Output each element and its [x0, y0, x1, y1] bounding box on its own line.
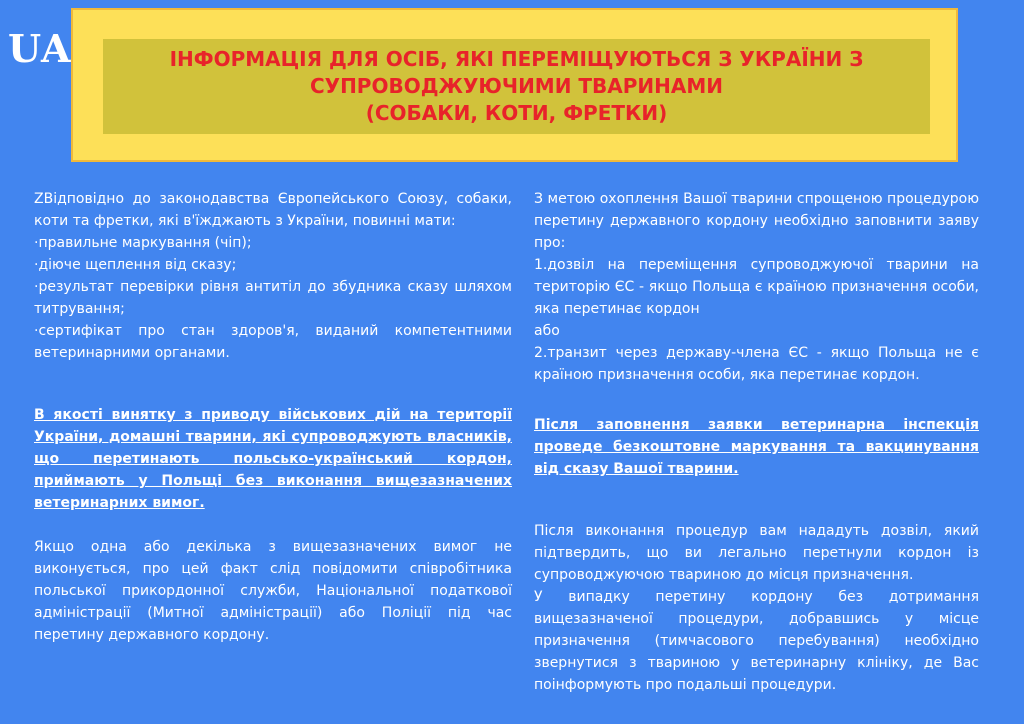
application-or: або — [534, 323, 560, 339]
requirement-item: ·діюче щеплення від сказу; — [34, 257, 237, 273]
application-intro: З метою охоплення Вашої тварини спрощеною процедурою перетину державного кордону необхідно заповнити заяву про: — [534, 191, 979, 251]
requirement-item: ·результат перевірки рівня антитіл до збудника сказу шляхом титрування; — [34, 279, 512, 317]
spacer — [34, 514, 512, 536]
spacer — [534, 386, 979, 414]
language-badge: UA — [8, 26, 72, 71]
left-column — [34, 188, 512, 646]
exception-notice: В якості винятку з приводу військових дій на території України, домашні тварини, які супроводжують власників, що перетинають польсько-український кордон, приймають у Польщі без виконання вищезазначених ветеринарних вимог. — [34, 407, 512, 511]
spacer — [534, 480, 979, 520]
fallback-notice: У випадку перетину кордону без дотримання вищезазначеної процедури, добравшись у місце призначення (тимчасового перебування) необхідно звернутися з твариною у ветеринарну клініку, де Вас поінформують про подальші процедури. — [534, 589, 979, 693]
spacer — [34, 364, 512, 404]
requirement-item: ·правильне маркування (чіп); — [34, 235, 252, 251]
requirements-intro: ZВідповідно до законодавства Європейського Союзу, собаки, коти та фретки, які в'їжджають з України, повинні мати: — [34, 191, 512, 229]
inspection-notice: Після заповнення заявки ветеринарна інспекція проведе безкоштовне маркування та вакцинування від сказу Вашої тварини. — [534, 417, 979, 477]
title-line-1: ІНФОРМАЦІЯ ДЛЯ ОСІБ, ЯКІ ПЕРЕМІЩУЮТЬСЯ З УКРАЇНИ З — [169, 47, 864, 71]
right-column — [534, 188, 979, 696]
title-panel — [103, 39, 930, 134]
permit-notice: Після виконання процедур вам нададуть дозвіл, який підтвердить, що ви легально перетнули кордон із супроводжуючою твариною до місця призначення. — [534, 523, 979, 583]
title-banner — [71, 8, 958, 162]
application-option-2: 2.транзит через державу-члена ЄС - якщо Польща не є країною призначення особи, яка перетинає кордон. — [534, 345, 979, 383]
title-line-2: СУПРОВОДЖУЮЧИМИ ТВАРИНАМИ — [309, 74, 724, 98]
requirement-item: ·сертифікат про стан здоров'я, виданий компетентними ветеринарними органами. — [34, 323, 512, 361]
application-option-1: 1.дозвіл на переміщення супроводжуючої тварини на територію ЄС - якщо Польща є країною призначення особи, яка перетинає кордон — [534, 257, 979, 317]
title-line-3: (СОБАКИ, КОТИ, ФРЕТКИ) — [365, 101, 668, 125]
reporting-notice: Якщо одна або декілька з вищезазначених вимог не виконується, про цей факт слід повідомити співробітника польської прикордонної служби, Національної податкової адміністрації (Митної адміністрації) або Поліції під час перетину державного кордону. — [34, 539, 512, 643]
